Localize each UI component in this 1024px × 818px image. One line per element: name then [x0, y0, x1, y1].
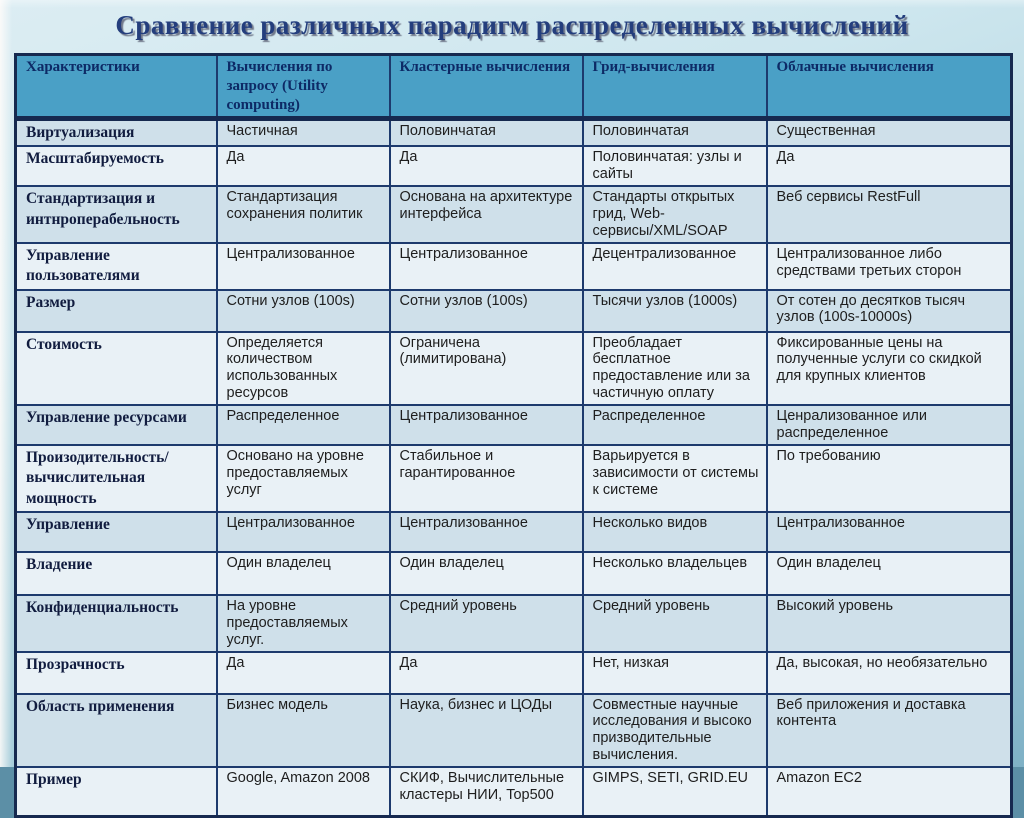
table-row [16, 405, 1012, 445]
table-header-row [16, 55, 1012, 119]
row-label: Управление ресурсами [16, 405, 217, 445]
table-cell: На уровне предоставляемых услуг. [217, 595, 390, 652]
table-cell: Централизованное [390, 512, 583, 552]
row-label: Конфиденциальность [16, 595, 217, 652]
column-header-cloud-computing: Облачные вычисления [767, 55, 1012, 119]
table-cell: Централизованное [390, 405, 583, 445]
table-row [16, 595, 1012, 652]
table-cell: Несколько видов [583, 512, 767, 552]
table-cell: Варьируется в зависимости от системы к системе [583, 445, 767, 511]
row-label: Стоимость [16, 332, 217, 406]
table-cell: Да, высокая, но необязательно [767, 652, 1012, 694]
comparison-table [14, 53, 1013, 818]
table-row [16, 767, 1012, 816]
table-cell: Распределенное [583, 405, 767, 445]
row-label: Размер [16, 290, 217, 332]
row-label: Прозрачность [16, 652, 217, 694]
table-cell: Частичная [217, 119, 390, 147]
table-row [16, 652, 1012, 694]
column-header-cluster-computing: Кластерные вычисления [390, 55, 583, 119]
table-cell: Да [767, 146, 1012, 186]
table-cell: СКИФ, Вычислительные кластеры НИИ, Top500 [390, 767, 583, 816]
table-cell: Существенная [767, 119, 1012, 147]
table-row [16, 290, 1012, 332]
table-cell: Основано на уровне предоставляемых услуг [217, 445, 390, 511]
column-header-characteristics: Характеристики [16, 55, 217, 119]
table-cell: Один владелец [390, 552, 583, 595]
table-cell: Да [217, 146, 390, 186]
table-cell: Сотни узлов (100s) [390, 290, 583, 332]
table-cell: GIMPS, SETI, GRID.EU [583, 767, 767, 816]
table-row [16, 119, 1012, 147]
table-cell: Половинчатая [390, 119, 583, 147]
row-label: Управление [16, 512, 217, 552]
table-body [16, 119, 1012, 817]
table-cell: Тысячи узлов (1000s) [583, 290, 767, 332]
table-cell: Централизованное [390, 243, 583, 289]
table-cell: Amazon EC2 [767, 767, 1012, 816]
table-cell: Несколько владельцев [583, 552, 767, 595]
table-cell: Средний уровень [390, 595, 583, 652]
table-cell: Да [390, 146, 583, 186]
table-cell: Да [217, 652, 390, 694]
table-row [16, 694, 1012, 768]
table-row [16, 552, 1012, 595]
column-header-grid-computing: Грид-вычисления [583, 55, 767, 119]
table-cell: Централизованное [217, 243, 390, 289]
table-cell: Сотни узлов (100s) [217, 290, 390, 332]
table-cell: Веб сервисы RestFull [767, 186, 1012, 243]
row-label: Масштабируемость [16, 146, 217, 186]
table-cell: Централизованное либо средствами третьих сторон [767, 243, 1012, 289]
table-cell: От сотен до десятков тысяч узлов (100s-10000s) [767, 290, 1012, 332]
table-cell: Половинчатая [583, 119, 767, 147]
table-row [16, 512, 1012, 552]
table-cell: Веб приложения и доставка контента [767, 694, 1012, 768]
table-cell: Стабильное и гарантированное [390, 445, 583, 511]
table-cell: Нет, низкая [583, 652, 767, 694]
table-cell: Определяется количеством использованных ресурсов [217, 332, 390, 406]
table-row [16, 243, 1012, 289]
table-row [16, 146, 1012, 186]
table-cell: Google, Amazon 2008 [217, 767, 390, 816]
table-cell: Бизнес модель [217, 694, 390, 768]
table-cell: Ограничена (лимитирована) [390, 332, 583, 406]
table-cell: Совместные научные исследования и высоко призводительные вычисления. [583, 694, 767, 768]
table-cell: Фиксированные цены на полученные услуги со скидкой для крупных клиентов [767, 332, 1012, 406]
table-cell: Высокий уровень [767, 595, 1012, 652]
table-cell: Ценрализованное или распределенное [767, 405, 1012, 445]
table-cell: Централизованное [767, 512, 1012, 552]
row-label: Виртуализация [16, 119, 217, 147]
table-row [16, 332, 1012, 406]
page-title: Сравнение различных парадигм распределенных вычислений [115, 10, 909, 40]
row-label: Владение [16, 552, 217, 595]
table-cell: Распределенное [217, 405, 390, 445]
table-cell: По требованию [767, 445, 1012, 511]
row-label: Управление пользователями [16, 243, 217, 289]
table-cell: Основана на архитектуре интерфейса [390, 186, 583, 243]
table-cell: Один владелец [217, 552, 390, 595]
row-label: Пример [16, 767, 217, 816]
table-cell: Средний уровень [583, 595, 767, 652]
column-header-utility-computing: Вычисления по запросу (Utility computing) [217, 55, 390, 119]
table-cell: Стандартизация сохранения политик [217, 186, 390, 243]
table-cell: Централизованное [217, 512, 390, 552]
table-cell: Наука, бизнес и ЦОДы [390, 694, 583, 768]
row-label: Стандартизация и интнроперабельность [16, 186, 217, 243]
table-cell: Стандарты открытых грид, Web-сервисы/XML/SOAP [583, 186, 767, 243]
table-cell: Да [390, 652, 583, 694]
row-label: Произодительность/вычислительная мощность [16, 445, 217, 511]
table-row [16, 445, 1012, 511]
table-cell: Один владелец [767, 552, 1012, 595]
table-cell: Преобладает бесплатное предоставление или за частичную оплату [583, 332, 767, 406]
row-label: Область применения [16, 694, 217, 768]
table-row [16, 186, 1012, 243]
table-cell: Децентрализованное [583, 243, 767, 289]
table-cell: Половинчатая: узлы и сайты [583, 146, 767, 186]
